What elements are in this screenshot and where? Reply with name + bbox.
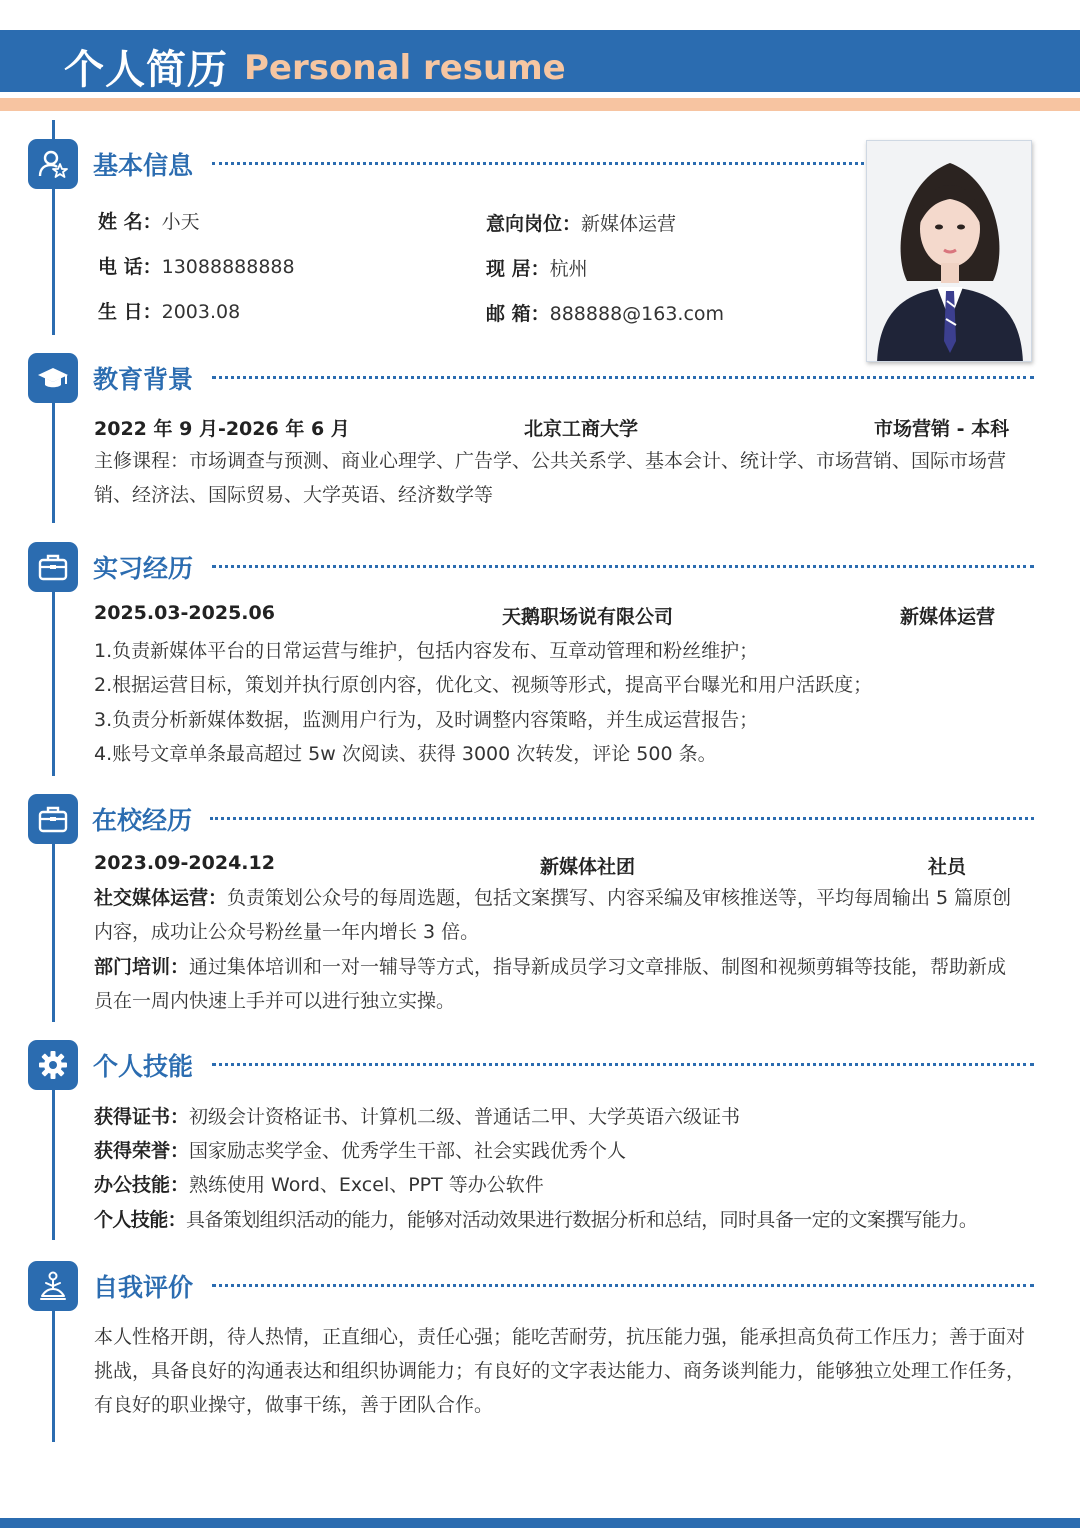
section-title-internship: 实习经历 [93,554,194,583]
internship-role: 新媒体运营 [900,606,996,628]
section-title-self: 自我评价 [93,1273,194,1302]
profile-photo [866,140,1032,362]
internship-company: 天鹅职场说有限公司 [502,606,674,628]
section-title-basic: 基本信息 [93,151,194,180]
timeline-line-internship [52,568,55,776]
timeline-line-skills [52,1068,55,1240]
footer-bar [0,1518,1080,1528]
section-divider [212,1063,1034,1066]
birth-label: 生 日： [98,301,162,323]
phone-label: 电 话： [98,256,162,278]
birth-row [98,297,240,324]
section-divider [210,817,1034,820]
skill-label: 获得荣誉： [94,1140,190,1162]
skill-item [94,1170,544,1197]
section-divider [212,1284,1034,1287]
campus-period: 2023.09-2024.12 [94,852,275,874]
skill-label: 获得证书： [94,1106,190,1128]
position-label: 意向岗位： [486,213,582,235]
skill-text: 国家励志奖学金、优秀学生干部、社会实践优秀个人 [189,1140,627,1162]
campus-paragraph [94,881,1024,949]
campus-org: 新媒体社团 [540,856,636,878]
position-value: 新媒体运营 [581,213,677,235]
resume-subtitle: Personal resume [244,48,566,88]
skill-item [94,1205,977,1232]
accent-bar [0,98,1080,111]
graduation-cap-icon [28,353,78,403]
skill-item [94,1136,626,1163]
timeline-line-self [52,1290,55,1442]
skill-text: 熟练使用 Word、Excel、PPT 等办公软件 [189,1174,544,1196]
campus-label: 部门培训： [94,956,190,978]
skill-item [94,1102,740,1129]
briefcase-icon [28,542,78,592]
internship-item: 4.账号文章单条最高超过 5w 次阅读、获得 3000 次转发，评论 500 条。 [94,743,717,765]
section-divider [212,376,1034,379]
education-school: 北京工商大学 [524,418,639,440]
campus-label: 社交媒体运营： [94,887,228,909]
section-title-skills: 个人技能 [93,1052,194,1081]
skill-label: 办公技能： [94,1174,190,1196]
education-period: 2022 年 9 月-2026 年 6 月 [94,418,350,440]
name-value: 小天 [161,211,200,233]
section-title-education: 教育背景 [93,365,194,394]
position-row [486,209,676,236]
skill-label: 个人技能： [94,1209,187,1231]
birth-value: 2003.08 [161,301,241,323]
skill-text: 初级会计资格证书、计算机二级、普通话二甲、大学英语六级证书 [189,1106,741,1128]
name-row [98,207,200,234]
briefcase-icon [28,794,78,844]
residence-row [486,254,588,281]
internship-period: 2025.03-2025.06 [94,602,275,624]
name-label: 姓 名： [98,211,162,233]
internship-item: 2.根据运营目标，策划并执行原创内容，优化文、视频等形式，提高平台曝光和用户活跃度； [94,674,873,696]
user-star-icon [28,139,78,189]
person-meditating-icon [28,1261,78,1311]
section-title-campus: 在校经历 [92,806,193,835]
internship-item: 1.负责新媒体平台的日常运营与维护，包括内容发布、互章动管理和粉丝维护； [94,640,759,662]
email-value: 888888@163.com [549,303,725,325]
email-label: 邮 箱： [486,303,550,325]
education-courses: 主修课程：市场调查与预测、商业心理学、广告学、公共关系学、基本会计、统计学、市场营销、国际市场营销、经济法、国际贸易、大学英语、经济数学等 [94,450,1007,506]
section-divider [212,162,864,165]
campus-role: 社员 [928,856,967,878]
education-major: 市场营销 - 本科 [874,418,1010,440]
timeline-line-campus [52,822,55,1022]
section-divider [212,565,1034,568]
residence-label: 现 居： [486,258,550,280]
campus-text: 通过集体培训和一对一辅导等方式，指导新成员学习文章排版、制图和视频剪辑等技能，帮助新成员在一周内快速上手并可以进行独立实操。 [94,956,1007,1012]
email-row [486,299,724,326]
phone-value: 13088888888 [161,256,295,278]
residence-value: 杭州 [549,258,588,280]
campus-paragraph [94,950,1024,1018]
internship-item: 3.负责分析新媒体数据，监测用户行为，及时调整内容策略，并生成运营报告； [94,709,759,731]
campus-text: 负责策划公众号的每周选题，包括文案撰写、内容采编及审核推送等，平均每周输出 5 篇原创内容，成功让公众号粉丝量一年内增长 3 倍。 [94,887,1012,943]
phone-row [98,252,295,279]
gear-icon [28,1040,78,1090]
self-evaluation-text: 本人性格开朗，待人热情，正直细心，责任心强；能吃苦耐劳，抗压能力强，能承担高负荷工作压力；善于面对挑战，具备良好的沟通表达和组织协调能力；有良好的文字表达能力、商务谈判能力，能够独立处理工作任务，有良好的职业操守，做事干练，善于团队合作。 [94,1326,1026,1416]
resume-title: 个人简历 [64,47,228,93]
skill-text: 具备策划组织活动的能力，能够对活动效果进行数据分析和总结，同时具备一定的文案撰写能力。 [186,1209,978,1231]
